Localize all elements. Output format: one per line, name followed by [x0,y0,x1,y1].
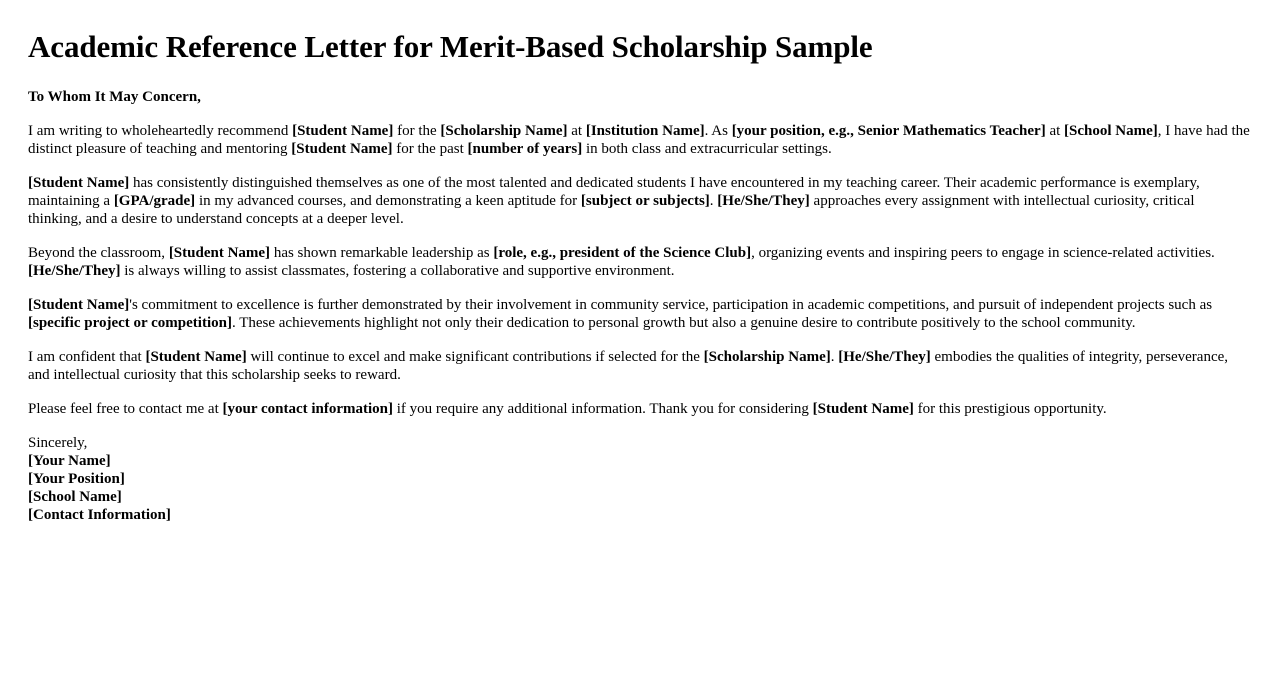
signature-school: [School Name] [28,489,122,505]
placeholder-field: [Student Name] [168,245,271,261]
paragraph-text: I am writing to wholeheartedly recommend [28,123,293,139]
paragraph-text: . [830,349,839,365]
paragraph-text: in my advanced courses, and demonstrating a keen aptitude for [195,193,581,209]
placeholder-field: [GPA/grade] [113,193,196,209]
paragraph-text: for the [393,123,441,139]
paragraph-text: I am confident that [28,349,146,365]
paragraph-text: , organizing events and inspiring peers to engage in science-related activities. [751,245,1215,261]
paragraph-text: will continue to excel and make significant contributions if selected for the [246,349,704,365]
paragraph-text: Please feel free to contact me at [28,401,223,417]
body-paragraph-5 [28,348,1250,384]
placeholder-field: [Student Name] [28,297,130,313]
paragraph-text: embodies the qualities of integrity, perseverance, and intellectual curiosity that this scholarship seeks to reward. [28,349,1229,383]
placeholder-field: [Scholarship Name] [440,123,568,139]
paragraph-text: . [709,193,718,209]
paragraph-text: is always willing to assist classmates, fostering a collaborative and supportive environment. [120,263,675,279]
page-title: Academic Reference Letter for Merit-Based Scholarship Sample [28,29,873,64]
body-paragraph-1 [28,122,1250,158]
closing-block [28,434,1250,524]
placeholder-field: [Student Name] [291,141,393,157]
placeholder-field: [number of years] [467,141,583,157]
paragraph-text: if you require any additional information. Thank you for considering [393,401,813,417]
valediction: Sincerely, [28,435,88,451]
letter-page [0,29,1278,524]
paragraph-text: approaches every assignment with intellectual curiosity, critical thinking, and a desire to understand concepts at a deeper level. [28,193,1195,227]
signature-name: [Your Name] [28,453,111,469]
placeholder-field: [Student Name] [145,349,247,365]
letter-body [28,122,1250,418]
placeholder-field: [He/She/They] [838,349,931,365]
placeholder-field: [School Name] [1064,123,1158,139]
paragraph-text: Beyond the classroom, [28,245,169,261]
paragraph-text: at [1045,123,1065,139]
paragraph-text: 's commitment to excellence is further demonstrated by their involvement in community service, participation in academic competitions, and pursuit of independent projects such as [129,297,1213,313]
paragraph-text: has shown remarkable leadership as [270,245,494,261]
placeholder-field: [Student Name] [292,123,394,139]
paragraph-text: , I have had the distinct pleasure of teaching and mentoring [28,123,1250,157]
body-paragraph-3 [28,244,1250,280]
placeholder-field: [He/She/They] [28,263,121,279]
placeholder-field: [subject or subjects] [580,193,710,209]
placeholder-field: [role, e.g., president of the Science Club] [493,245,752,261]
paragraph-text: has consistently distinguished themselves as one of the most talented and dedicated students I have encountered in my teaching career. Their academic performance is exemplary, maintaining a [28,175,1200,209]
paragraph-text: at [567,123,586,139]
placeholder-field: [Scholarship Name] [703,349,831,365]
paragraph-text: in both class and extracurricular settings. [582,141,832,157]
salutation: To Whom It May Concern, [28,89,201,105]
paragraph-text: for the past [392,141,468,157]
body-paragraph-2 [28,174,1250,228]
placeholder-field: [He/She/They] [717,193,810,209]
signature-contact: [Contact Information] [28,507,171,523]
placeholder-field: [Institution Name] [585,123,705,139]
placeholder-field: [Student Name] [812,401,914,417]
placeholder-field: [Student Name] [28,175,130,191]
body-paragraph-4 [28,296,1250,332]
placeholder-field: [your position, e.g., Senior Mathematics Teacher] [731,123,1046,139]
paragraph-text: for this prestigious opportunity. [913,401,1107,417]
placeholder-field: [your contact information] [222,401,394,417]
paragraph-text: . These achievements highlight not only their dedication to personal growth but also a genuine desire to contribute positively to the school community. [231,315,1136,331]
body-paragraph-6 [28,400,1250,418]
placeholder-field: [specific project or competition] [28,315,232,331]
signature-position: [Your Position] [28,471,125,487]
paragraph-text: . As [704,123,732,139]
